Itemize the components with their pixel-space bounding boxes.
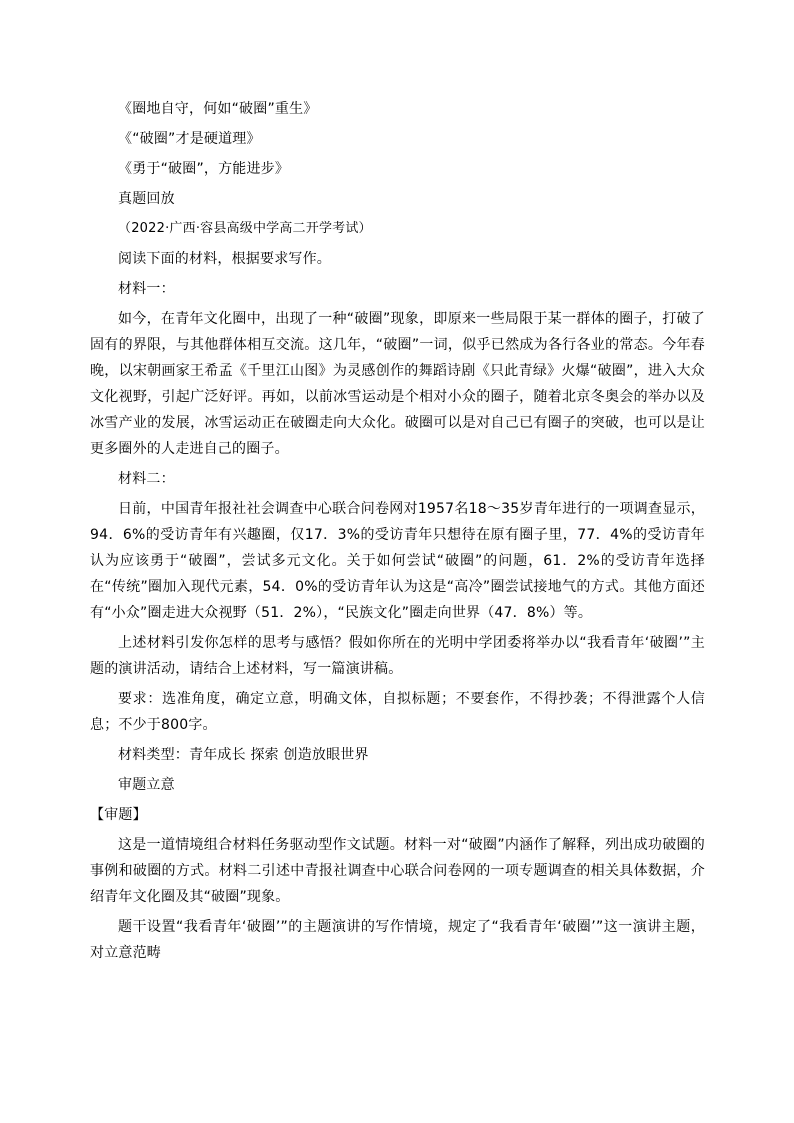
instruction: 阅读下面的材料，根据要求写作。	[118, 251, 331, 267]
subheading-review: 【审题】	[90, 807, 147, 823]
title-option-1: 《圈地自守，何如“破圈”重生》	[118, 101, 318, 117]
requirements: 要求：选准角度，确定立意，明确文体，自拟标题；不要套作，不得抄袭；不得泄露个人信息；不少于800字。	[90, 691, 705, 733]
title-option-2: 《“破圈”才是硬道理》	[118, 131, 261, 147]
section-heading-review: 真题回放	[118, 191, 175, 207]
document-body	[90, 96, 705, 970]
material-type: 材料类型：青年成长 探索 创造放眼世界	[118, 747, 369, 763]
analysis-paragraph-1: 这是一道情境组合材料任务驱动型作文试题。材料一对“破圈”内涵作了解释，列出成功破圈的事例和破圈的方式。材料二引述中青报社调查中心联合问卷网的一项专题调查的相关具体数据，介绍青年文化圈及其“破圈”现象。	[90, 837, 705, 905]
material-two-label: 材料二：	[118, 471, 175, 487]
exam-source: （2022·广西·容县高级中学高二开学考试）	[118, 221, 372, 236]
material-one-label: 材料一：	[118, 281, 175, 297]
task-prompt: 上述材料引发你怎样的思考与感悟？假如你所在的光明中学团委将举办以“我看青年‘破圈’”主题的演讲活动，请结合上述材料，写一篇演讲稿。	[90, 635, 705, 677]
analysis-paragraph-2: 题干设置“我看青年‘破圈’”的主题演讲的写作情境，规定了“我看青年‘破圈’”这一演讲主题，对立意范畴	[90, 919, 705, 961]
section-heading-analysis: 审题立意	[118, 777, 175, 793]
title-option-3: 《勇于“破圈”，方能进步》	[118, 161, 290, 177]
material-two-text: 日前，中国青年报社社会调查中心联合问卷网对1957名18～35岁青年进行的一项调查显示，94．6%的受访青年有兴趣圈，仅17．3%的受访青年只想待在原有圈子里，77．4%的受访青年认为应该勇于“破圈”，尝试多元文化。关于如何尝试“破圈”的问题，61．2%的受访青年选择在“传统”圈加入现代元素，54．0%的受访青年认为这是“高冷”圈尝试接地气的方式。其他方面还有“小众”圈走进大众视野（51．2%），“民族文化”圈走向世界（47．8%）等。	[90, 501, 705, 621]
material-one-text: 如今，在青年文化圈中，出现了一种“破圈”现象，即原来一些局限于某一群体的圈子，打破了固有的界限，与其他群体相互交流。这几年，“破圈”一词，似乎已然成为各行各业的常态。今年春晚，以宋朝画家王希孟《千里江山图》为灵感创作的舞蹈诗剧《只此青绿》火爆“破圈”，进入大众文化视野，引起广泛好评。再如，以前冰雪运动是个相对小众的圈子，随着北京冬奥会的举办以及冰雪产业的发展，冰雪运动正在破圈走向大众化。破圈可以是对自己已有圈子的突破，也可以是让更多圈外的人走进自己的圈子。	[90, 311, 705, 457]
